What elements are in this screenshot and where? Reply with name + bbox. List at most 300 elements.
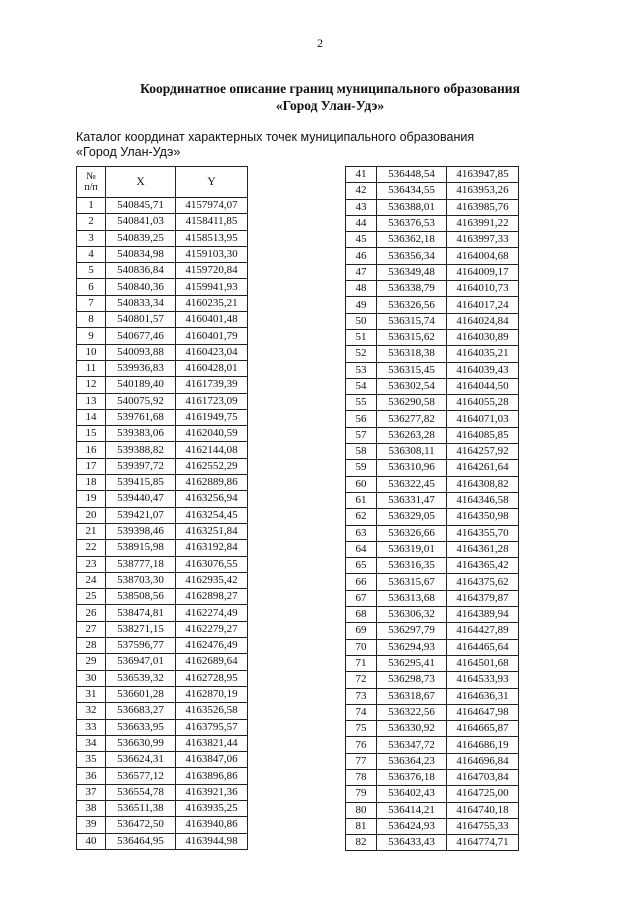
header-x: X — [106, 167, 176, 198]
coordinate-x: 537596,77 — [106, 638, 176, 654]
coordinate-x: 536356,34 — [377, 248, 447, 264]
table-row — [346, 623, 519, 639]
coordinate-x: 536683,27 — [106, 703, 176, 719]
table-row — [346, 281, 519, 297]
table-row — [77, 409, 248, 425]
point-number: 58 — [346, 444, 377, 460]
point-number: 76 — [346, 737, 377, 753]
point-number: 42 — [346, 183, 377, 199]
coordinate-y: 4163896,86 — [176, 768, 248, 784]
title-line-1: Координатное описание границ муниципального образования — [140, 81, 520, 96]
coordinate-x: 540840,36 — [106, 279, 176, 295]
table-row — [77, 312, 248, 328]
coordinate-x: 536315,74 — [377, 313, 447, 329]
coordinate-x: 536315,62 — [377, 329, 447, 345]
coordinate-x: 536364,23 — [377, 753, 447, 769]
coordinate-x: 540189,40 — [106, 377, 176, 393]
point-number: 57 — [346, 427, 377, 443]
table-row — [346, 362, 519, 378]
coordinate-y: 4164725,00 — [447, 786, 519, 802]
coordinate-y: 4164350,98 — [447, 509, 519, 525]
table-row — [346, 590, 519, 606]
point-number: 62 — [346, 509, 377, 525]
table-row — [346, 655, 519, 671]
table-row — [77, 638, 248, 654]
table-row — [346, 411, 519, 427]
coordinate-y: 4162552,29 — [176, 458, 248, 474]
table-row — [77, 475, 248, 491]
point-number: 50 — [346, 313, 377, 329]
coordinate-x: 536402,43 — [377, 786, 447, 802]
coordinate-y: 4163991,22 — [447, 215, 519, 231]
table-row — [346, 460, 519, 476]
coordinate-x: 539383,06 — [106, 426, 176, 442]
point-number: 30 — [77, 670, 106, 686]
coordinate-x: 536308,11 — [377, 444, 447, 460]
coordinate-y: 4164017,24 — [447, 297, 519, 313]
point-number: 70 — [346, 639, 377, 655]
point-number: 10 — [77, 344, 106, 360]
point-number: 54 — [346, 378, 377, 394]
coordinate-y: 4163947,85 — [447, 167, 519, 183]
table-row — [77, 393, 248, 409]
point-number: 2 — [77, 214, 106, 230]
coordinate-x: 540836,84 — [106, 263, 176, 279]
point-number: 1 — [77, 198, 106, 214]
coordinate-x: 536316,35 — [377, 558, 447, 574]
point-number: 32 — [77, 703, 106, 719]
table-row — [346, 769, 519, 785]
coordinate-y: 4163795,57 — [176, 719, 248, 735]
point-number: 12 — [77, 377, 106, 393]
point-number: 34 — [77, 735, 106, 751]
table-row — [346, 721, 519, 737]
document-title — [60, 80, 600, 114]
point-number: 24 — [77, 572, 106, 588]
point-number: 26 — [77, 605, 106, 621]
coordinate-y: 4164055,28 — [447, 395, 519, 411]
coordinate-y: 4163985,76 — [447, 199, 519, 215]
table-row — [77, 784, 248, 800]
coordinate-x: 539415,85 — [106, 475, 176, 491]
coordinate-y: 4164533,93 — [447, 672, 519, 688]
point-number: 9 — [77, 328, 106, 344]
table-row — [77, 800, 248, 816]
point-number: 5 — [77, 263, 106, 279]
coordinate-y: 4164365,42 — [447, 558, 519, 574]
point-number: 23 — [77, 556, 106, 572]
point-number: 80 — [346, 802, 377, 818]
coordinate-x: 536302,54 — [377, 378, 447, 394]
point-number: 49 — [346, 297, 377, 313]
coordinate-y: 4163935,25 — [176, 800, 248, 816]
table-row — [346, 232, 519, 248]
header-y: Y — [176, 167, 248, 198]
coordinate-x: 539397,72 — [106, 458, 176, 474]
coordinate-x: 536554,78 — [106, 784, 176, 800]
coordinate-x: 536277,82 — [377, 411, 447, 427]
point-number: 59 — [346, 460, 377, 476]
coordinate-x: 536315,67 — [377, 574, 447, 590]
table-row — [77, 507, 248, 523]
table-row — [346, 688, 519, 704]
point-number: 7 — [77, 295, 106, 311]
point-number: 40 — [77, 833, 106, 849]
table-row — [77, 198, 248, 214]
coordinate-x: 536434,55 — [377, 183, 447, 199]
coordinate-y: 4164427,89 — [447, 623, 519, 639]
point-number: 56 — [346, 411, 377, 427]
table-row — [77, 263, 248, 279]
coordinate-x: 536388,01 — [377, 199, 447, 215]
coordinate-x: 538703,30 — [106, 572, 176, 588]
point-number: 31 — [77, 686, 106, 702]
point-number: 63 — [346, 525, 377, 541]
table-row — [346, 297, 519, 313]
coordinate-x: 536313,68 — [377, 590, 447, 606]
coordinate-x: 536577,12 — [106, 768, 176, 784]
coordinate-y: 4164044,50 — [447, 378, 519, 394]
coordinate-y: 4163192,84 — [176, 540, 248, 556]
table-row — [77, 214, 248, 230]
table-row — [346, 346, 519, 362]
table-row — [346, 802, 519, 818]
table-row — [77, 621, 248, 637]
coordinate-y: 4164501,68 — [447, 655, 519, 671]
coordinate-y: 4164636,31 — [447, 688, 519, 704]
coordinate-x: 540839,25 — [106, 230, 176, 246]
coordinate-y: 4162728,95 — [176, 670, 248, 686]
title-line-2: «Город Улан-Удэ» — [275, 98, 385, 113]
point-number: 60 — [346, 476, 377, 492]
coordinate-y: 4158411,85 — [176, 214, 248, 230]
coordinate-x: 539936,83 — [106, 360, 176, 376]
coordinate-y: 4163847,06 — [176, 752, 248, 768]
table-row — [77, 556, 248, 572]
table-row — [346, 607, 519, 623]
table-row — [346, 492, 519, 508]
coordinate-y: 4164665,87 — [447, 721, 519, 737]
coordinate-y: 4164361,28 — [447, 541, 519, 557]
table-row — [346, 835, 519, 851]
point-number: 45 — [346, 232, 377, 248]
table-row — [346, 264, 519, 280]
table-row — [346, 541, 519, 557]
coordinate-x: 540075,92 — [106, 393, 176, 409]
table-row — [346, 525, 519, 541]
coordinate-x: 536290,58 — [377, 395, 447, 411]
point-number: 48 — [346, 281, 377, 297]
coordinate-x: 536464,95 — [106, 833, 176, 849]
coordinate-x: 536472,50 — [106, 817, 176, 833]
table-row — [77, 719, 248, 735]
coordinate-y: 4164261,64 — [447, 460, 519, 476]
coordinate-x: 536376,18 — [377, 769, 447, 785]
coordinate-x: 536329,05 — [377, 509, 447, 525]
table-row — [77, 328, 248, 344]
point-number: 75 — [346, 721, 377, 737]
table-row — [77, 491, 248, 507]
coordinate-x: 536630,99 — [106, 735, 176, 751]
coordinates-table-right — [345, 166, 519, 851]
coordinate-y: 4162889,86 — [176, 475, 248, 491]
coordinate-x: 536424,93 — [377, 818, 447, 834]
coordinate-y: 4164346,58 — [447, 492, 519, 508]
table-row — [77, 752, 248, 768]
table-row — [77, 735, 248, 751]
coordinate-y: 4160401,48 — [176, 312, 248, 328]
table-row — [77, 246, 248, 262]
coordinate-x: 539440,47 — [106, 491, 176, 507]
coordinate-x: 540093,88 — [106, 344, 176, 360]
point-number: 27 — [77, 621, 106, 637]
point-number: 78 — [346, 769, 377, 785]
coordinate-x: 536448,54 — [377, 167, 447, 183]
coordinate-y: 4162274,49 — [176, 605, 248, 621]
point-number: 55 — [346, 395, 377, 411]
coordinate-x: 536330,92 — [377, 721, 447, 737]
point-number: 64 — [346, 541, 377, 557]
point-number: 69 — [346, 623, 377, 639]
table-row — [346, 199, 519, 215]
table-row — [346, 818, 519, 834]
table-row — [346, 753, 519, 769]
table-row — [346, 558, 519, 574]
coordinate-x: 536414,21 — [377, 802, 447, 818]
coordinate-x: 536322,56 — [377, 704, 447, 720]
coordinate-x: 538508,56 — [106, 589, 176, 605]
point-number: 41 — [346, 167, 377, 183]
point-number: 18 — [77, 475, 106, 491]
coordinate-y: 4163921,36 — [176, 784, 248, 800]
coordinate-y: 4164024,84 — [447, 313, 519, 329]
coordinate-x: 536511,38 — [106, 800, 176, 816]
coordinate-x: 538915,98 — [106, 540, 176, 556]
table-row — [77, 523, 248, 539]
coordinate-x: 540834,98 — [106, 246, 176, 262]
point-number: 61 — [346, 492, 377, 508]
coordinate-x: 536349,48 — [377, 264, 447, 280]
coordinate-y: 4164039,43 — [447, 362, 519, 378]
table-row — [346, 183, 519, 199]
point-number: 53 — [346, 362, 377, 378]
point-number: 65 — [346, 558, 377, 574]
coordinate-x: 536318,67 — [377, 688, 447, 704]
table-row — [77, 833, 248, 849]
coordinate-x: 540841,03 — [106, 214, 176, 230]
point-number: 73 — [346, 688, 377, 704]
coordinate-y: 4164035,21 — [447, 346, 519, 362]
table-row — [346, 476, 519, 492]
coordinate-x: 539388,82 — [106, 442, 176, 458]
point-number: 79 — [346, 786, 377, 802]
coordinate-y: 4163251,84 — [176, 523, 248, 539]
point-number: 43 — [346, 199, 377, 215]
coordinate-x: 536601,28 — [106, 686, 176, 702]
coordinates-body-right — [346, 167, 519, 851]
coordinate-y: 4161723,09 — [176, 393, 248, 409]
point-number: 14 — [77, 409, 106, 425]
point-number: 19 — [77, 491, 106, 507]
coordinate-x: 536298,73 — [377, 672, 447, 688]
point-number: 29 — [77, 654, 106, 670]
table-row — [346, 639, 519, 655]
coordinate-y: 4162935,42 — [176, 572, 248, 588]
header-number-line-2: п/п — [84, 182, 98, 193]
table-row — [346, 786, 519, 802]
point-number: 6 — [77, 279, 106, 295]
table-row — [346, 444, 519, 460]
coordinate-y: 4157974,07 — [176, 198, 248, 214]
coordinate-y: 4163953,26 — [447, 183, 519, 199]
coordinate-x: 536347,72 — [377, 737, 447, 753]
coordinate-x: 536947,01 — [106, 654, 176, 670]
coordinate-x: 539398,46 — [106, 523, 176, 539]
coordinate-y: 4161739,39 — [176, 377, 248, 393]
coordinate-y: 4162870,19 — [176, 686, 248, 702]
coordinate-x: 540845,71 — [106, 198, 176, 214]
coordinate-y: 4164004,68 — [447, 248, 519, 264]
point-number: 22 — [77, 540, 106, 556]
table-row — [346, 395, 519, 411]
table-row — [346, 737, 519, 753]
point-number: 37 — [77, 784, 106, 800]
coordinate-x: 538474,81 — [106, 605, 176, 621]
coordinate-y: 4160423,04 — [176, 344, 248, 360]
table-row — [346, 167, 519, 183]
coordinate-y: 4160401,79 — [176, 328, 248, 344]
coordinate-y: 4164085,85 — [447, 427, 519, 443]
table-row — [77, 458, 248, 474]
coordinate-x: 540801,57 — [106, 312, 176, 328]
coordinate-y: 4164009,17 — [447, 264, 519, 280]
catalog-line-1: Каталог координат характерных точек муниципального образования — [76, 130, 475, 144]
table-row — [346, 215, 519, 231]
coordinate-x: 536326,66 — [377, 525, 447, 541]
coordinate-y: 4164740,18 — [447, 802, 519, 818]
header-number-line-1: № — [86, 171, 96, 182]
coordinate-y: 4164389,94 — [447, 607, 519, 623]
point-number: 36 — [77, 768, 106, 784]
coordinate-y: 4163076,55 — [176, 556, 248, 572]
point-number: 46 — [346, 248, 377, 264]
header-number — [77, 167, 106, 198]
table-row — [77, 230, 248, 246]
point-number: 82 — [346, 835, 377, 851]
coordinate-y: 4161949,75 — [176, 409, 248, 425]
coordinate-x: 536624,31 — [106, 752, 176, 768]
coordinate-y: 4163256,94 — [176, 491, 248, 507]
coordinate-y: 4162898,27 — [176, 589, 248, 605]
coordinate-x: 538777,18 — [106, 556, 176, 572]
coordinate-x: 536433,43 — [377, 835, 447, 851]
point-number: 77 — [346, 753, 377, 769]
coordinate-y: 4159941,93 — [176, 279, 248, 295]
point-number: 11 — [77, 360, 106, 376]
point-number: 16 — [77, 442, 106, 458]
coordinate-x: 540833,34 — [106, 295, 176, 311]
coordinate-y: 4160428,01 — [176, 360, 248, 376]
table-row — [346, 672, 519, 688]
coordinate-x: 536362,18 — [377, 232, 447, 248]
coordinate-x: 540677,46 — [106, 328, 176, 344]
point-number: 52 — [346, 346, 377, 362]
coordinate-y: 4164696,84 — [447, 753, 519, 769]
point-number: 47 — [346, 264, 377, 280]
point-number: 81 — [346, 818, 377, 834]
table-row — [346, 329, 519, 345]
table-row — [346, 248, 519, 264]
coordinate-y: 4163821,44 — [176, 735, 248, 751]
catalog-heading — [76, 130, 546, 160]
table-row — [77, 686, 248, 702]
table-row — [77, 703, 248, 719]
coordinate-y: 4162144,08 — [176, 442, 248, 458]
coordinates-table-left — [76, 166, 248, 850]
point-number: 28 — [77, 638, 106, 654]
coordinate-y: 4163944,98 — [176, 833, 248, 849]
coordinate-x: 536331,47 — [377, 492, 447, 508]
coordinate-y: 4164647,98 — [447, 704, 519, 720]
point-number: 66 — [346, 574, 377, 590]
coordinate-x: 536318,38 — [377, 346, 447, 362]
coordinate-y: 4163940,86 — [176, 817, 248, 833]
point-number: 3 — [77, 230, 106, 246]
coordinate-y: 4164686,19 — [447, 737, 519, 753]
coordinate-y: 4163997,33 — [447, 232, 519, 248]
table-row — [77, 572, 248, 588]
point-number: 15 — [77, 426, 106, 442]
point-number: 35 — [77, 752, 106, 768]
coordinate-x: 536315,45 — [377, 362, 447, 378]
coordinate-y: 4159720,84 — [176, 263, 248, 279]
coordinate-y: 4158513,95 — [176, 230, 248, 246]
point-number: 44 — [346, 215, 377, 231]
coordinate-y: 4164257,92 — [447, 444, 519, 460]
coordinate-x: 536319,01 — [377, 541, 447, 557]
coordinate-x: 539761,68 — [106, 409, 176, 425]
table-row — [77, 670, 248, 686]
table-row — [346, 509, 519, 525]
point-number: 39 — [77, 817, 106, 833]
point-number: 8 — [77, 312, 106, 328]
coordinate-y: 4164703,84 — [447, 769, 519, 785]
point-number: 13 — [77, 393, 106, 409]
coordinate-y: 4164010,73 — [447, 281, 519, 297]
coordinate-y: 4164308,82 — [447, 476, 519, 492]
coordinate-y: 4160235,21 — [176, 295, 248, 311]
table-header-row — [77, 167, 248, 198]
coordinate-x: 536294,93 — [377, 639, 447, 655]
coordinate-y: 4163526,58 — [176, 703, 248, 719]
point-number: 25 — [77, 589, 106, 605]
coordinate-x: 536539,32 — [106, 670, 176, 686]
point-number: 33 — [77, 719, 106, 735]
table-row — [77, 377, 248, 393]
point-number: 74 — [346, 704, 377, 720]
point-number: 21 — [77, 523, 106, 539]
table-row — [77, 426, 248, 442]
table-row — [346, 378, 519, 394]
coordinate-x: 536310,96 — [377, 460, 447, 476]
coordinate-y: 4164379,87 — [447, 590, 519, 606]
coordinate-x: 536322,45 — [377, 476, 447, 492]
table-row — [346, 574, 519, 590]
coordinate-y: 4164071,03 — [447, 411, 519, 427]
coordinate-y: 4162040,59 — [176, 426, 248, 442]
page-number: 2 — [317, 36, 323, 50]
coordinate-y: 4163254,45 — [176, 507, 248, 523]
